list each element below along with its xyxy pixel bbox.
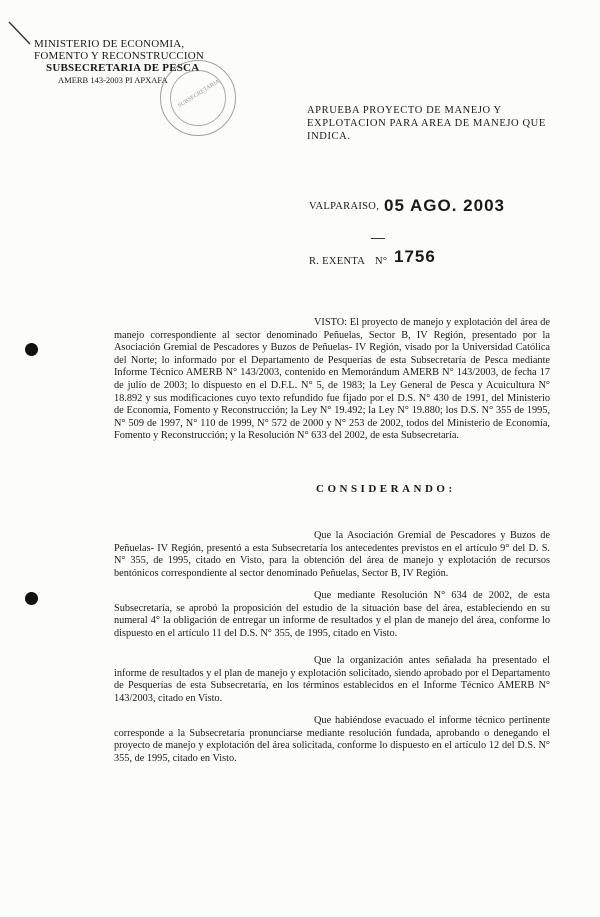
considerando-paragraph-3 [114, 655, 550, 705]
round-stamp [160, 60, 236, 136]
resolution-label: R. EXENTA [309, 256, 366, 267]
considerando-text-1: Que la Asociación Gremial de Pescadores y Buzos de Peñuelas- IV Región, presentó a esta Subsecretaría los antecedentes previstos en el artículo 9° del D. S. N° 355, de 1995, citado en Visto, para la obtención del área de manejo y explotación de recursos bentónicos correspondiente al sector denominado Peñuelas, Sector B, IV Región. [114, 530, 550, 579]
ministry-name-line-1: MINISTERIO DE ECONOMIA, [34, 38, 185, 50]
place-label: VALPARAISO, [309, 201, 380, 212]
considerando-paragraph-2 [114, 590, 550, 640]
considerando-text-3: Que la organización antes señalada ha presentado el informe de resultados y el plan de manejo y explotación solicitado, siendo aprobado por el Departamento de Pesquerías de esta Subsecretaría, en los términos establecidos en el Informe Técnico AMERB N° 143/2003, citado en Visto. [114, 655, 550, 704]
ministry-name-line-2: FOMENTO Y RECONSTRUCCION [34, 50, 205, 62]
considerando-paragraph-1 [114, 530, 550, 580]
divider-mark [371, 238, 385, 239]
reference-code: AMERB 143-2003 PI APXAFA [58, 75, 168, 85]
resolution-number-sign: N° [375, 256, 388, 267]
considerando-paragraph-4 [114, 715, 550, 765]
subject-line-1: APRUEBA PROYECTO DE MANEJO Y [307, 105, 502, 116]
visto-label: VISTO: [314, 317, 347, 328]
punch-hole-1 [25, 343, 38, 356]
subject-line-3: INDICA. [307, 131, 351, 142]
considerando-text-4: Que habiéndose evacuado el informe técnico pertinente corresponde a la Subsecretaría pronunciarse mediante resolución fundada, aprobando o denegando el proyecto de manejo y explotación del área solicitada, conforme lo dispuesto en el artículo 12 del D.S. N° 355, de 1995, citado en Visto. [114, 715, 550, 764]
corner-mark-icon [6, 18, 36, 48]
resolution-subject [307, 104, 567, 143]
subsecretaria-name: SUBSECRETARIA DE PESCA [46, 62, 200, 74]
date-stamp: 05 AGO. 2003 [384, 196, 505, 215]
stamp-text: SUBSECRETARIA [177, 78, 222, 110]
visto-paragraph [114, 317, 550, 443]
considerando-text-2: Que mediante Resolución N° 634 de 2002, de esta Subsecretaría, se aprobó la proposición del estudio de la situación base del área, estableciendo en su numeral 4° la obligación de entregar un informe de resultados y el plan de manejo del área, conforme lo dispuesto en el artículo 11 del D.S. N° 355, de 1995, citado en Visto. [114, 590, 550, 639]
visto-text: El proyecto de manejo y explotación del área de manejo correspondiente al sector denominado Peñuelas, Sector B, IV Región, presentado por la Asociación Gremial de Pescadores y Buzos de Peñuelas- IV Región, visado por la Universidad Católica del Norte; lo informado por el Departamento de Pesquerías de esta Subsecretaría de Pesca mediante Informe Técnico AMERB N° 143/2003, contenido en Memorándum AMERB N° 143/2003, de fecha 17 de julio de 2003; lo dispuesto en el D.F.L. N° 5, de 1983; la Ley General de Pesca y Acuicultura N° 18.892 y sus modificaciones cuyo texto refundido fue fijado por el D.S. N° 430 de 1991, del Ministerio de Economía, Fomento y Reconstrucción; la Ley N° 19.492; la Ley N° 19.880; los D.S. N° 355 de 1995, N° 509 de 1997, N° 110 de 1999, N° 572 de 2000 y N° 253 de 2002, todos del Ministerio de Economía, Fomento y Reconstrucción; y la Resolución N° 633 del 2002, de esta Subsecretaría. [114, 317, 550, 442]
considerando-heading: CONSIDERANDO: [316, 483, 456, 495]
resolution-number: 1756 [394, 247, 436, 266]
subject-line-2: EXPLOTACION PARA AREA DE MANEJO QUE [307, 118, 546, 129]
punch-hole-2 [25, 592, 38, 605]
